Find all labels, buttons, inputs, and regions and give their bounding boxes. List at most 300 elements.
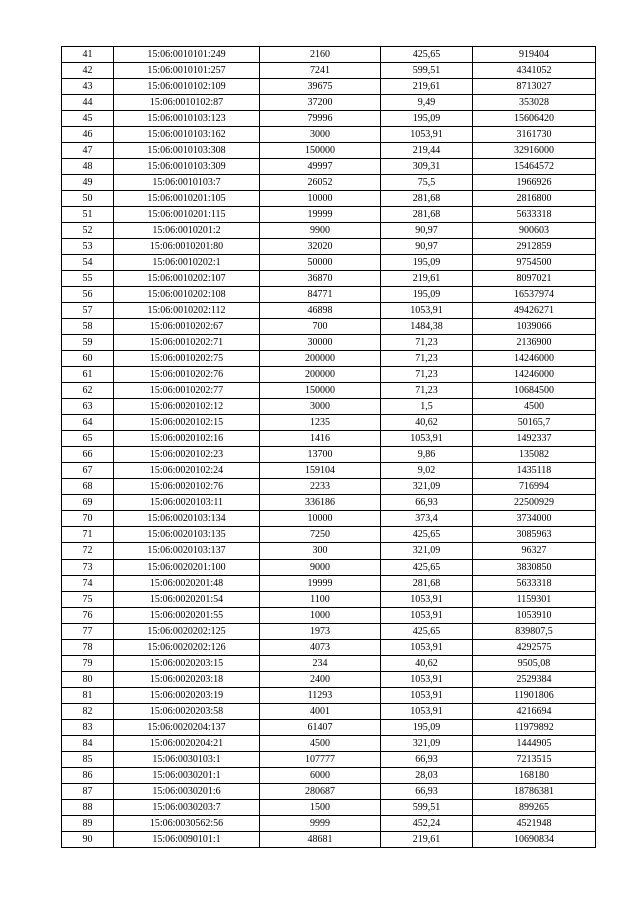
area-cell: 46898 xyxy=(260,303,381,319)
area-cell: 234 xyxy=(260,655,381,671)
table-body xyxy=(62,47,596,848)
rate-cell: 71,23 xyxy=(381,351,473,367)
value-cell: 9505,08 xyxy=(473,655,596,671)
area-cell: 1416 xyxy=(260,431,381,447)
rate-cell: 9,49 xyxy=(381,95,473,111)
row-index-cell: 53 xyxy=(62,239,114,255)
row-index-cell: 55 xyxy=(62,271,114,287)
table-row xyxy=(62,479,596,495)
value-cell: 96327 xyxy=(473,543,596,559)
area-cell: 2233 xyxy=(260,479,381,495)
table-row xyxy=(62,287,596,303)
row-index-cell: 88 xyxy=(62,799,114,815)
value-cell: 1159301 xyxy=(473,591,596,607)
cadastral-number-cell: 15:06:0010201:105 xyxy=(114,191,260,207)
cadastral-number-cell: 15:06:0020102:12 xyxy=(114,399,260,415)
rate-cell: 219,44 xyxy=(381,143,473,159)
area-cell: 7250 xyxy=(260,527,381,543)
area-cell: 30000 xyxy=(260,335,381,351)
cadastral-number-cell: 15:06:0020203:58 xyxy=(114,703,260,719)
rate-cell: 1053,91 xyxy=(381,607,473,623)
data-table xyxy=(61,46,596,848)
table-row xyxy=(62,719,596,735)
cadastral-number-cell: 15:06:0030103:1 xyxy=(114,751,260,767)
row-index-cell: 72 xyxy=(62,543,114,559)
rate-cell: 1053,91 xyxy=(381,687,473,703)
row-index-cell: 50 xyxy=(62,191,114,207)
area-cell: 19999 xyxy=(260,207,381,223)
table-row xyxy=(62,207,596,223)
rate-cell: 71,23 xyxy=(381,335,473,351)
row-index-cell: 66 xyxy=(62,447,114,463)
row-index-cell: 44 xyxy=(62,95,114,111)
value-cell: 15606420 xyxy=(473,111,596,127)
table-row xyxy=(62,223,596,239)
table-row xyxy=(62,639,596,655)
table-row xyxy=(62,831,596,847)
table-row xyxy=(62,703,596,719)
cadastral-number-cell: 15:06:0010103:123 xyxy=(114,111,260,127)
cadastral-number-cell: 15:06:0020203:18 xyxy=(114,671,260,687)
area-cell: 1500 xyxy=(260,799,381,815)
rate-cell: 28,03 xyxy=(381,767,473,783)
rate-cell: 425,65 xyxy=(381,623,473,639)
rate-cell: 66,93 xyxy=(381,751,473,767)
cadastral-number-cell: 15:06:0010202:108 xyxy=(114,287,260,303)
row-index-cell: 58 xyxy=(62,319,114,335)
value-cell: 49426271 xyxy=(473,303,596,319)
area-cell: 2400 xyxy=(260,671,381,687)
rate-cell: 195,09 xyxy=(381,719,473,735)
value-cell: 3734000 xyxy=(473,511,596,527)
area-cell: 7241 xyxy=(260,63,381,79)
value-cell: 4216694 xyxy=(473,703,596,719)
value-cell: 8097021 xyxy=(473,271,596,287)
table-row xyxy=(62,255,596,271)
value-cell: 2912859 xyxy=(473,239,596,255)
rate-cell: 281,68 xyxy=(381,191,473,207)
value-cell: 4500 xyxy=(473,399,596,415)
rate-cell: 425,65 xyxy=(381,47,473,63)
area-cell: 19999 xyxy=(260,575,381,591)
table-row xyxy=(62,319,596,335)
table-row xyxy=(62,735,596,751)
area-cell: 200000 xyxy=(260,367,381,383)
row-index-cell: 65 xyxy=(62,431,114,447)
cadastral-number-cell: 15:06:0020204:21 xyxy=(114,735,260,751)
row-index-cell: 59 xyxy=(62,335,114,351)
row-index-cell: 52 xyxy=(62,223,114,239)
cadastral-number-cell: 15:06:0010201:80 xyxy=(114,239,260,255)
rate-cell: 195,09 xyxy=(381,111,473,127)
table-row xyxy=(62,463,596,479)
area-cell: 150000 xyxy=(260,383,381,399)
rate-cell: 71,23 xyxy=(381,383,473,399)
value-cell: 899265 xyxy=(473,799,596,815)
table-row xyxy=(62,575,596,591)
cadastral-number-cell: 15:06:0020102:23 xyxy=(114,447,260,463)
value-cell: 1435118 xyxy=(473,463,596,479)
row-index-cell: 85 xyxy=(62,751,114,767)
value-cell: 5633318 xyxy=(473,207,596,223)
value-cell: 1053910 xyxy=(473,607,596,623)
value-cell: 9754500 xyxy=(473,255,596,271)
value-cell: 2529384 xyxy=(473,671,596,687)
value-cell: 14246000 xyxy=(473,351,596,367)
table-row xyxy=(62,655,596,671)
cadastral-number-cell: 15:06:0020102:24 xyxy=(114,463,260,479)
cadastral-number-cell: 15:06:0020103:135 xyxy=(114,527,260,543)
value-cell: 3161730 xyxy=(473,127,596,143)
area-cell: 300 xyxy=(260,543,381,559)
table-row xyxy=(62,591,596,607)
value-cell: 1966926 xyxy=(473,175,596,191)
value-cell: 4292575 xyxy=(473,639,596,655)
rate-cell: 309,31 xyxy=(381,159,473,175)
row-index-cell: 69 xyxy=(62,495,114,511)
rate-cell: 1484,38 xyxy=(381,319,473,335)
row-index-cell: 48 xyxy=(62,159,114,175)
row-index-cell: 63 xyxy=(62,399,114,415)
table-row xyxy=(62,815,596,831)
cadastral-number-cell: 15:06:0020103:137 xyxy=(114,543,260,559)
table-row xyxy=(62,383,596,399)
table-row xyxy=(62,159,596,175)
rate-cell: 66,93 xyxy=(381,495,473,511)
area-cell: 9900 xyxy=(260,223,381,239)
area-cell: 10000 xyxy=(260,511,381,527)
value-cell: 10684500 xyxy=(473,383,596,399)
rate-cell: 75,5 xyxy=(381,175,473,191)
value-cell: 1492337 xyxy=(473,431,596,447)
cadastral-number-cell: 15:06:0020201:55 xyxy=(114,607,260,623)
area-cell: 11293 xyxy=(260,687,381,703)
area-cell: 79996 xyxy=(260,111,381,127)
row-index-cell: 49 xyxy=(62,175,114,191)
row-index-cell: 87 xyxy=(62,783,114,799)
cadastral-number-cell: 15:06:0010102:109 xyxy=(114,79,260,95)
table-row xyxy=(62,799,596,815)
row-index-cell: 56 xyxy=(62,287,114,303)
table-row xyxy=(62,367,596,383)
cadastral-number-cell: 15:06:0010202:71 xyxy=(114,335,260,351)
cadastral-number-cell: 15:06:0010102:87 xyxy=(114,95,260,111)
row-index-cell: 74 xyxy=(62,575,114,591)
rate-cell: 425,65 xyxy=(381,527,473,543)
cadastral-number-cell: 15:06:0020201:54 xyxy=(114,591,260,607)
row-index-cell: 70 xyxy=(62,511,114,527)
cadastral-number-cell: 15:06:0010202:112 xyxy=(114,303,260,319)
table-row xyxy=(62,671,596,687)
row-index-cell: 83 xyxy=(62,719,114,735)
table-row xyxy=(62,191,596,207)
rate-cell: 90,97 xyxy=(381,223,473,239)
area-cell: 6000 xyxy=(260,767,381,783)
value-cell: 16537974 xyxy=(473,287,596,303)
value-cell: 11979892 xyxy=(473,719,596,735)
value-cell: 3085963 xyxy=(473,527,596,543)
table-row xyxy=(62,783,596,799)
cadastral-number-cell: 15:06:0010202:75 xyxy=(114,351,260,367)
rate-cell: 66,93 xyxy=(381,783,473,799)
cadastral-number-cell: 15:06:0030201:1 xyxy=(114,767,260,783)
table-row xyxy=(62,543,596,559)
table-row xyxy=(62,447,596,463)
table-row xyxy=(62,79,596,95)
value-cell: 4521948 xyxy=(473,815,596,831)
cadastral-number-cell: 15:06:0010103:7 xyxy=(114,175,260,191)
cadastral-number-cell: 15:06:0020204:137 xyxy=(114,719,260,735)
area-cell: 26052 xyxy=(260,175,381,191)
row-index-cell: 80 xyxy=(62,671,114,687)
row-index-cell: 46 xyxy=(62,127,114,143)
row-index-cell: 68 xyxy=(62,479,114,495)
row-index-cell: 79 xyxy=(62,655,114,671)
rate-cell: 281,68 xyxy=(381,575,473,591)
row-index-cell: 86 xyxy=(62,767,114,783)
area-cell: 1973 xyxy=(260,623,381,639)
value-cell: 11901806 xyxy=(473,687,596,703)
area-cell: 32020 xyxy=(260,239,381,255)
area-cell: 1000 xyxy=(260,607,381,623)
value-cell: 50165,7 xyxy=(473,415,596,431)
row-index-cell: 77 xyxy=(62,623,114,639)
rate-cell: 321,09 xyxy=(381,479,473,495)
rate-cell: 1053,91 xyxy=(381,127,473,143)
table-row xyxy=(62,95,596,111)
table-row xyxy=(62,687,596,703)
cadastral-number-cell: 15:06:0030562:56 xyxy=(114,815,260,831)
value-cell: 5633318 xyxy=(473,575,596,591)
rate-cell: 321,09 xyxy=(381,735,473,751)
table-row xyxy=(62,239,596,255)
table-row xyxy=(62,127,596,143)
row-index-cell: 64 xyxy=(62,415,114,431)
table-row xyxy=(62,511,596,527)
cadastral-number-cell: 15:06:0010202:76 xyxy=(114,367,260,383)
rate-cell: 219,61 xyxy=(381,271,473,287)
table-row xyxy=(62,415,596,431)
row-index-cell: 71 xyxy=(62,527,114,543)
row-index-cell: 61 xyxy=(62,367,114,383)
rate-cell: 599,51 xyxy=(381,63,473,79)
cadastral-number-cell: 15:06:0090101:1 xyxy=(114,831,260,847)
area-cell: 37200 xyxy=(260,95,381,111)
cadastral-number-cell: 15:06:0020103:11 xyxy=(114,495,260,511)
row-index-cell: 82 xyxy=(62,703,114,719)
area-cell: 13700 xyxy=(260,447,381,463)
area-cell: 39675 xyxy=(260,79,381,95)
cadastral-number-cell: 15:06:0010202:77 xyxy=(114,383,260,399)
row-index-cell: 43 xyxy=(62,79,114,95)
rate-cell: 373,4 xyxy=(381,511,473,527)
rate-cell: 452,24 xyxy=(381,815,473,831)
area-cell: 36870 xyxy=(260,271,381,287)
area-cell: 1235 xyxy=(260,415,381,431)
area-cell: 700 xyxy=(260,319,381,335)
value-cell: 919404 xyxy=(473,47,596,63)
value-cell: 1444905 xyxy=(473,735,596,751)
table-row xyxy=(62,303,596,319)
cadastral-number-cell: 15:06:0010202:107 xyxy=(114,271,260,287)
row-index-cell: 76 xyxy=(62,607,114,623)
table-row xyxy=(62,143,596,159)
rate-cell: 40,62 xyxy=(381,655,473,671)
value-cell: 32916000 xyxy=(473,143,596,159)
row-index-cell: 90 xyxy=(62,831,114,847)
area-cell: 336186 xyxy=(260,495,381,511)
value-cell: 716994 xyxy=(473,479,596,495)
rate-cell: 90,97 xyxy=(381,239,473,255)
row-index-cell: 67 xyxy=(62,463,114,479)
cadastral-number-cell: 15:06:0020102:15 xyxy=(114,415,260,431)
area-cell: 3000 xyxy=(260,127,381,143)
cadastral-number-cell: 15:06:0020102:16 xyxy=(114,431,260,447)
area-cell: 2160 xyxy=(260,47,381,63)
area-cell: 4500 xyxy=(260,735,381,751)
table-row xyxy=(62,607,596,623)
cadastral-number-cell: 15:06:0010103:309 xyxy=(114,159,260,175)
rate-cell: 1053,91 xyxy=(381,303,473,319)
value-cell: 135082 xyxy=(473,447,596,463)
table-row xyxy=(62,559,596,575)
row-index-cell: 78 xyxy=(62,639,114,655)
cadastral-number-cell: 15:06:0010103:162 xyxy=(114,127,260,143)
table-row xyxy=(62,47,596,63)
area-cell: 107777 xyxy=(260,751,381,767)
row-index-cell: 57 xyxy=(62,303,114,319)
value-cell: 22500929 xyxy=(473,495,596,511)
area-cell: 150000 xyxy=(260,143,381,159)
value-cell: 168180 xyxy=(473,767,596,783)
row-index-cell: 84 xyxy=(62,735,114,751)
cadastral-number-cell: 15:06:0020201:100 xyxy=(114,559,260,575)
area-cell: 50000 xyxy=(260,255,381,271)
table-row xyxy=(62,271,596,287)
table-row xyxy=(62,335,596,351)
value-cell: 1039066 xyxy=(473,319,596,335)
rate-cell: 425,65 xyxy=(381,559,473,575)
value-cell: 14246000 xyxy=(473,367,596,383)
value-cell: 8713027 xyxy=(473,79,596,95)
table-row xyxy=(62,399,596,415)
value-cell: 900603 xyxy=(473,223,596,239)
rate-cell: 281,68 xyxy=(381,207,473,223)
rate-cell: 9,02 xyxy=(381,463,473,479)
table-row xyxy=(62,175,596,191)
cadastral-number-cell: 15:06:0030203:7 xyxy=(114,799,260,815)
value-cell: 4341052 xyxy=(473,63,596,79)
rate-cell: 195,09 xyxy=(381,287,473,303)
rate-cell: 71,23 xyxy=(381,367,473,383)
row-index-cell: 89 xyxy=(62,815,114,831)
cadastral-number-cell: 15:06:0010201:115 xyxy=(114,207,260,223)
row-index-cell: 41 xyxy=(62,47,114,63)
rate-cell: 1053,91 xyxy=(381,671,473,687)
row-index-cell: 62 xyxy=(62,383,114,399)
value-cell: 839807,5 xyxy=(473,623,596,639)
value-cell: 10690834 xyxy=(473,831,596,847)
area-cell: 280687 xyxy=(260,783,381,799)
table-row xyxy=(62,63,596,79)
area-cell: 4001 xyxy=(260,703,381,719)
area-cell: 9999 xyxy=(260,815,381,831)
area-cell: 84771 xyxy=(260,287,381,303)
rate-cell: 9,86 xyxy=(381,447,473,463)
cadastral-number-cell: 15:06:0010101:257 xyxy=(114,63,260,79)
rate-cell: 1053,91 xyxy=(381,703,473,719)
value-cell: 7213515 xyxy=(473,751,596,767)
area-cell: 3000 xyxy=(260,399,381,415)
area-cell: 1100 xyxy=(260,591,381,607)
table-row xyxy=(62,351,596,367)
value-cell: 18786381 xyxy=(473,783,596,799)
area-cell: 200000 xyxy=(260,351,381,367)
table-row xyxy=(62,495,596,511)
row-index-cell: 73 xyxy=(62,559,114,575)
table-row xyxy=(62,431,596,447)
row-index-cell: 45 xyxy=(62,111,114,127)
table-row xyxy=(62,111,596,127)
cadastral-number-cell: 15:06:0020203:15 xyxy=(114,655,260,671)
rate-cell: 1,5 xyxy=(381,399,473,415)
row-index-cell: 60 xyxy=(62,351,114,367)
row-index-cell: 54 xyxy=(62,255,114,271)
rate-cell: 1053,91 xyxy=(381,431,473,447)
row-index-cell: 42 xyxy=(62,63,114,79)
value-cell: 2816800 xyxy=(473,191,596,207)
value-cell: 2136900 xyxy=(473,335,596,351)
row-index-cell: 47 xyxy=(62,143,114,159)
row-index-cell: 81 xyxy=(62,687,114,703)
cadastral-number-cell: 15:06:0020102:76 xyxy=(114,479,260,495)
area-cell: 9000 xyxy=(260,559,381,575)
area-cell: 49997 xyxy=(260,159,381,175)
cadastral-number-cell: 15:06:0020202:125 xyxy=(114,623,260,639)
rate-cell: 195,09 xyxy=(381,255,473,271)
cadastral-number-cell: 15:06:0010103:308 xyxy=(114,143,260,159)
row-index-cell: 75 xyxy=(62,591,114,607)
rate-cell: 40,62 xyxy=(381,415,473,431)
area-cell: 159104 xyxy=(260,463,381,479)
rate-cell: 599,51 xyxy=(381,799,473,815)
table-row xyxy=(62,767,596,783)
cadastral-number-cell: 15:06:0010202:67 xyxy=(114,319,260,335)
cadastral-number-cell: 15:06:0020203:19 xyxy=(114,687,260,703)
cadastral-number-cell: 15:06:0020201:48 xyxy=(114,575,260,591)
area-cell: 10000 xyxy=(260,191,381,207)
area-cell: 4073 xyxy=(260,639,381,655)
rate-cell: 1053,91 xyxy=(381,639,473,655)
cadastral-number-cell: 15:06:0020103:134 xyxy=(114,511,260,527)
area-cell: 61407 xyxy=(260,719,381,735)
value-cell: 15464572 xyxy=(473,159,596,175)
cadastral-number-cell: 15:06:0010201:2 xyxy=(114,223,260,239)
rate-cell: 1053,91 xyxy=(381,591,473,607)
cadastral-number-cell: 15:06:0010101:249 xyxy=(114,47,260,63)
rate-cell: 219,61 xyxy=(381,79,473,95)
cadastral-number-cell: 15:06:0020202:126 xyxy=(114,639,260,655)
rate-cell: 321,09 xyxy=(381,543,473,559)
cadastral-number-cell: 15:06:0030201:6 xyxy=(114,783,260,799)
area-cell: 48681 xyxy=(260,831,381,847)
row-index-cell: 51 xyxy=(62,207,114,223)
cadastral-number-cell: 15:06:0010202:1 xyxy=(114,255,260,271)
table-row xyxy=(62,751,596,767)
value-cell: 3830850 xyxy=(473,559,596,575)
table-row xyxy=(62,527,596,543)
value-cell: 353028 xyxy=(473,95,596,111)
